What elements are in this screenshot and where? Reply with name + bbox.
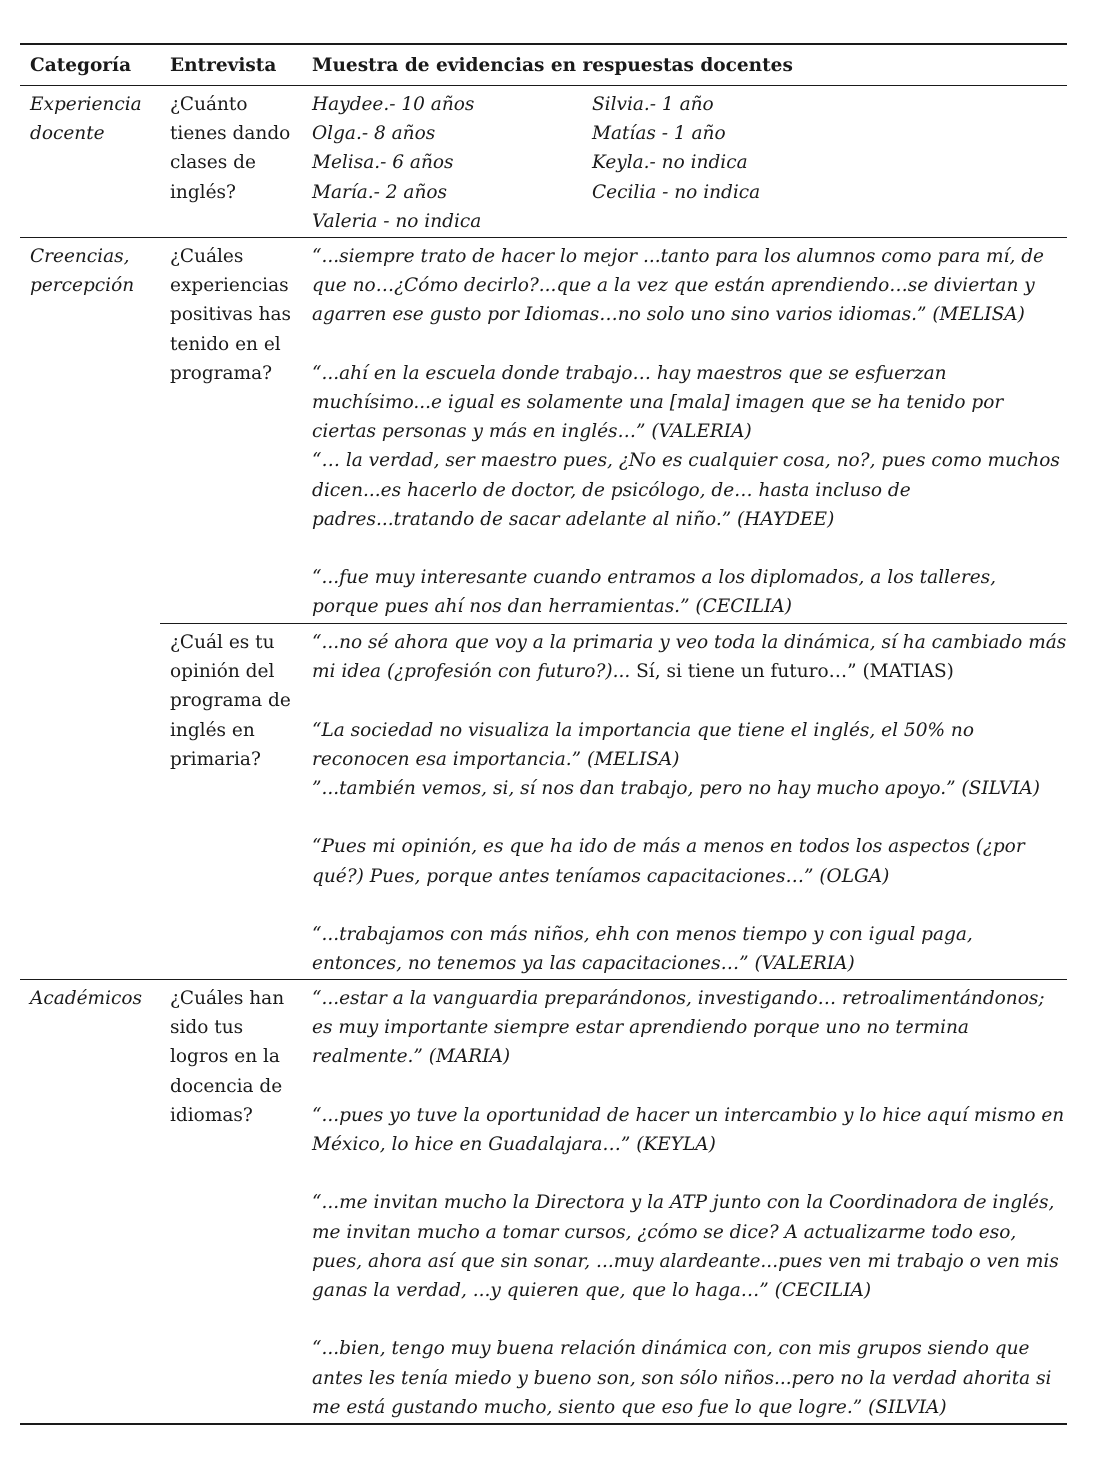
row-creencias-q1: [20, 238, 1067, 623]
experience-list-right: [592, 90, 1062, 236]
quote-item: ”...también vemos, si, sí nos dan trabajo, pero no hay mucho apoyo.” (SILVIA): [312, 778, 1040, 799]
quote-item: “...siempre trato de hacer lo mejor ...tanto para los alumnos como para mí, de que no…¿Cómo decirlo?...que a la vez que están aprendiendo…se diviertan y agarren ese gusto por Idiomas…no solo uno sino varios idiomas.” (MELISA): [312, 246, 1045, 326]
experience-entry: Keyla.- no indica: [592, 152, 748, 174]
experience-entry: Silvia.- 1 año: [592, 94, 714, 115]
experience-entry: Olga.- 8 años: [312, 123, 436, 145]
category-experiencia: Experiencia docente: [30, 94, 142, 145]
row-academicos: [20, 980, 1067, 1423]
quote-matias-upright: Sí, si tiene un futuro…” (MATIAS): [630, 661, 954, 683]
experience-entry: Valeria - no indica: [312, 210, 482, 232]
table-bottom-rule: [20, 1423, 1067, 1425]
quote-item: “...estar a la vanguardia preparándonos, investigando… retroalimentándonos; es muy importante siempre estar aprendiendo porque uno no termina realmente.” (MARIA): [312, 988, 1045, 1068]
question-logros: ¿Cuáles han sido tus logros en la docencia de idiomas?: [170, 988, 285, 1126]
quote-item: “… la verdad, ser maestro pues, ¿No es cualquier cosa, no?, pues como muchos dicen...es hacerlo de doctor, de psicólogo, de… hasta incluso de padres...tratando de sacar adelante al niño.” (HAYDEE): [312, 450, 1060, 530]
header-categoria: Categoría: [30, 54, 132, 76]
quote-item: “...trabajamos con más niños, ehh con menos tiempo y con igual paga, entonces, no tenemos ya las capacitaciones…” (VALERIA): [312, 923, 973, 975]
quotes-experiencias-positivas: [302, 242, 1067, 623]
question-experiencia: ¿Cuánto tienes dando clases de inglés?: [170, 94, 291, 203]
evidence-table: [20, 43, 1067, 1425]
quote-item: “La sociedad no visualiza la importancia que tiene el inglés, el 50% no reconocen esa importancia.” (MELISA): [312, 719, 974, 770]
quote-item: “...me invitan mucho la Directora y la ATP junto con la Coordinadora de inglés, me invitan mucho a tomar cursos, ¿cómo se dice? A actualizarme todo eso, pues, ahora así que sin sonar, ...muy alardeante...pues ven mi trabajo o ven mis ganas la verdad, ...y quieren que, que lo haga…” (CECILIA): [312, 1192, 1059, 1301]
quote-item: “...pues yo tuve la oportunidad de hacer un intercambio y lo hice aquí mismo en México, lo hice en Guadalajara…” (KEYLA): [312, 1104, 1065, 1155]
question-opinion-programa: ¿Cuál es tu opinión del programa de inglés en primaria?: [170, 632, 291, 770]
experience-list-left: [312, 90, 592, 236]
experience-entry: Melisa.- 6 años: [312, 152, 454, 174]
quote-item: “...ahí en la escuela donde trabajo… hay maestros que se esfuerzan muchísimo...e igual es solamente una [mala] imagen que se ha tenido por ciertas personas y más en inglés…” (VALERIA): [312, 362, 1004, 443]
quote-item: “...bien, tengo muy buena relación dinámica con, con mis grupos siendo que antes les tenía miedo y bueno son, son sólo niños...pero no la verdad ahorita si me está gustando mucho, siento que eso fue lo que logre.” (SILVIA): [312, 1338, 1052, 1418]
question-experiencias-positivas: ¿Cuáles experiencias positivas has tenido en el programa?: [170, 246, 292, 384]
table-header-row: [20, 45, 1067, 85]
experience-entry: María.- 2 años: [312, 181, 448, 203]
quotes-opinion-programa: [302, 628, 1067, 979]
header-muestra: Muestra de evidencias en respuestas docentes: [312, 54, 793, 76]
quote-matias-italic: “...no sé ahora que voy a la primaria y veo toda la dinámica, sí ha cambiado más mi idea (¿profesión con futuro?)...: [312, 632, 1067, 683]
quote-item: “...fue muy interesante cuando entramos a los diplomados, a los talleres, porque pues ahí nos dan herramientas.” (CECILIA): [312, 567, 997, 618]
category-academicos: Académicos: [30, 988, 142, 1009]
quote-item: “Pues mi opinión, es que ha ido de más a menos en todos los aspectos (¿por qué?) Pues, porque antes teníamos capacitaciones…” (OLGA): [312, 836, 1025, 887]
header-entrevista: Entrevista: [170, 54, 277, 76]
experience-entry: Matías - 1 año: [592, 123, 726, 145]
experience-entry: Haydee.- 10 años: [312, 94, 475, 115]
quote-item: [312, 628, 1067, 686]
quotes-logros: [302, 984, 1067, 1423]
row-experiencia: [20, 86, 1067, 237]
experience-entry: Cecilia - no indica: [592, 181, 761, 203]
category-creencias: Creencias, percepción: [30, 246, 135, 297]
row-creencias-q2: [20, 624, 1067, 979]
experience-list: [312, 90, 1067, 236]
